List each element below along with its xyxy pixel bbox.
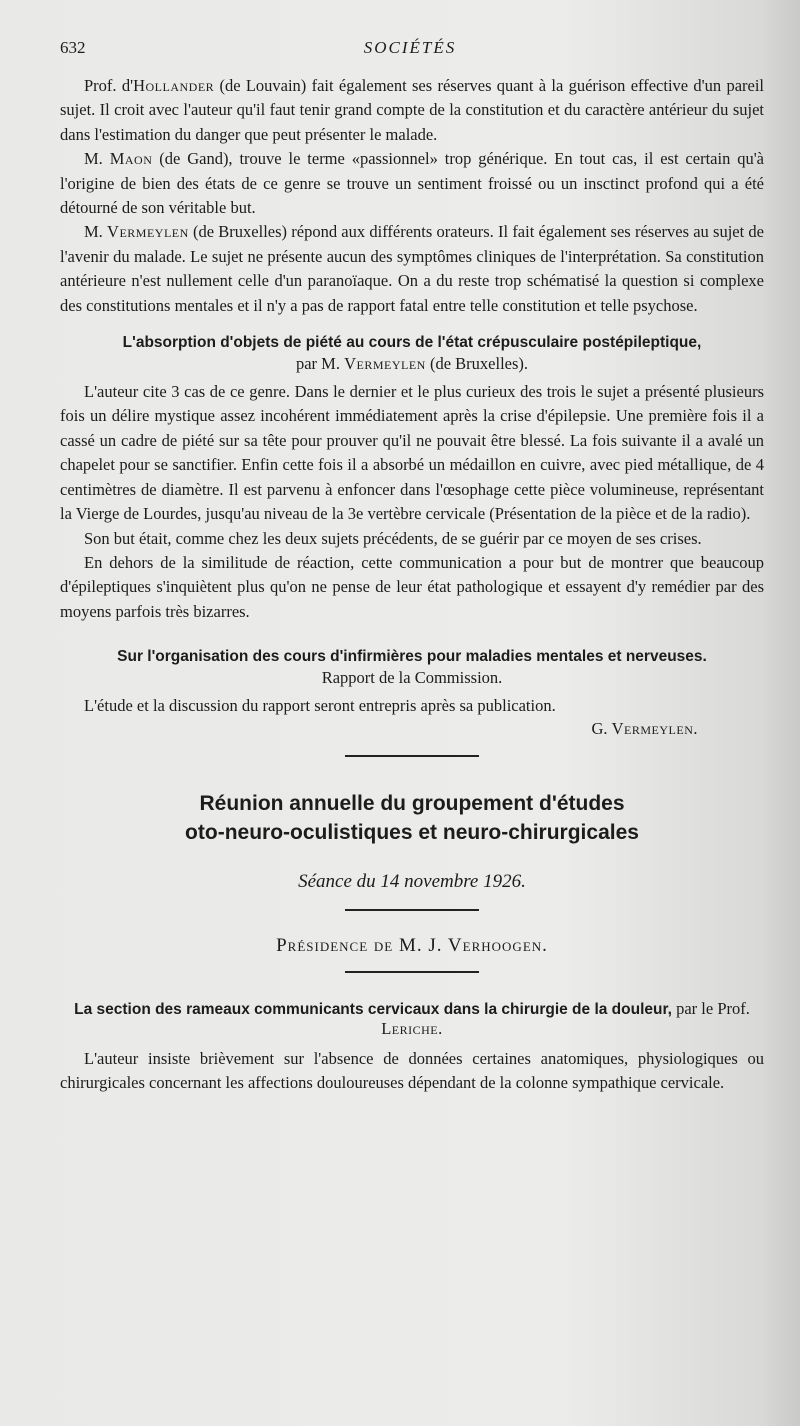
- paragraph-text: (de Gand), trouve le terme «passionnel» trop générique. En tout cas, il est certain qu'à l'origine de bien des états de ce genre se trouve un sentiment froissé ou un insctinct profond qui a été détourné de son véritable but.: [60, 149, 765, 218]
- author-name: Leriche.: [381, 1018, 443, 1038]
- section-title-text: La section des rameaux communicants cervicaux dans la chirurgie de la douleur,: [74, 1000, 672, 1018]
- meeting-title-line2: oto-neuro-oculistiques et neuro-chirurgicales: [185, 820, 639, 844]
- discussion-paragraph-vermeylen: [60, 220, 764, 318]
- section-title-rameaux: [60, 999, 764, 1039]
- discussion-paragraph-maon: [60, 147, 764, 220]
- speaker-title: M.: [84, 222, 108, 242]
- section-subtitle: Rapport de la Commission.: [321, 668, 503, 688]
- section-paragraph: L'auteur insiste brièvement sur l'absence de données certaines anatomiques, physiologiques ou chirurgicales concernant les affections douloureuses dépendant de la colonne sympathique cervicale.: [60, 1048, 764, 1092]
- section-paragraph: En dehors de la similitude de réaction, cette communication a pour but de montrer que beaucoup d'épileptiques s'inquiètent plus qu'on ne pense de leur état pathologique et essayent d'y remédier par des moyens parfois très bizarres.: [60, 552, 764, 621]
- section-paragraph: L'étude et la discussion du rapport seront entrepris après sa publication.: [84, 696, 556, 716]
- meeting-title: [60, 789, 764, 847]
- section-paragraph: Son but était, comme chez les deux sujets précédents, de se guérir par ce moyen de ses crises.: [84, 528, 702, 548]
- running-title: SOCIÉTÉS: [363, 38, 457, 57]
- meeting-title-line1: Réunion annuelle du groupement d'études: [199, 791, 625, 815]
- session-date: Séance du 14 novembre 1926.: [298, 870, 526, 892]
- speaker-title: M.: [84, 149, 110, 169]
- paragraph-text: (de Bruxelles) répond aux différents orateurs. Il fait également ses réserves au sujet de l'avenir du malade. Le sujet ne présente aucun des symptômes cliniques de l'interprétation. Sa constitution antérieure n'est nullement celle d'un paranoïaque. On a du reste trop schématisé la question si complexe des constitutions mentales et il n'y a pas de rapport fatal entre telle constitution et telle psychose.: [60, 222, 764, 315]
- discussion-paragraph-hollander: [60, 74, 764, 147]
- speaker-name: Hollander: [133, 76, 215, 95]
- section-title-infirmieres: Sur l'organisation des cours d'infirmières pour maladies mentales et nerveuses.: [117, 648, 707, 666]
- presidency: Présidence de M. J. Verhoogen.: [276, 934, 548, 956]
- byline-prefix: par M.: [295, 354, 345, 374]
- section-byline: [60, 354, 764, 374]
- byline-prefix: par le Prof.: [671, 998, 750, 1018]
- page-header: [60, 38, 760, 62]
- page-number: 632: [60, 38, 86, 57]
- byline-suffix: (de Bruxelles).: [425, 354, 529, 374]
- page-body: [60, 74, 764, 1095]
- section-title-absorption: L'absorption d'objets de piété au cours de l'état crépusculaire postépileptique,: [122, 334, 702, 352]
- speaker-name: Vermeylen: [107, 222, 189, 242]
- signature: [60, 719, 764, 739]
- section-paragraph: L'auteur cite 3 cas de ce genre. Dans le dernier et le plus curieux des trois le sujet a présenté plusieurs fois un délire mystique assez incohérent immédiatement après la crise d'épilepsie. Une première fois il a cassé un cadre de piété sur sa tête pour prouver qu'il ne pouvait être blessé. La fois suivante il a avalé un chapelet pour se sanctifier. Enfin cette fois il a absorbé un médaillon en cuivre, avec pied métallique, de 4 centimètres de diamètre. Il est parvenu à enfoncer dans l'œsophage cette pièce volumineuse, représentant la Vierge de Lourdes, jusqu'au niveau de la 3e vertèbre cervicale (Présentation de la pièce et de la radio).: [60, 382, 764, 524]
- author-name: Vermeylen: [344, 354, 426, 374]
- paragraph-text: (de Louvain) fait également ses réserves quant à la guérison effective d'un pareil sujet. Il croit avec l'auteur qu'il faut tenir grand compte de la constitution et du caractère antérieur du sujet dans l'estimation du danger que peut présenter le malade.: [60, 76, 765, 144]
- signature-name: Vermeylen.: [611, 718, 698, 738]
- speaker-name: Maon: [109, 149, 153, 169]
- signature-initial: G.: [591, 718, 612, 738]
- speaker-title: Prof. d': [84, 76, 134, 95]
